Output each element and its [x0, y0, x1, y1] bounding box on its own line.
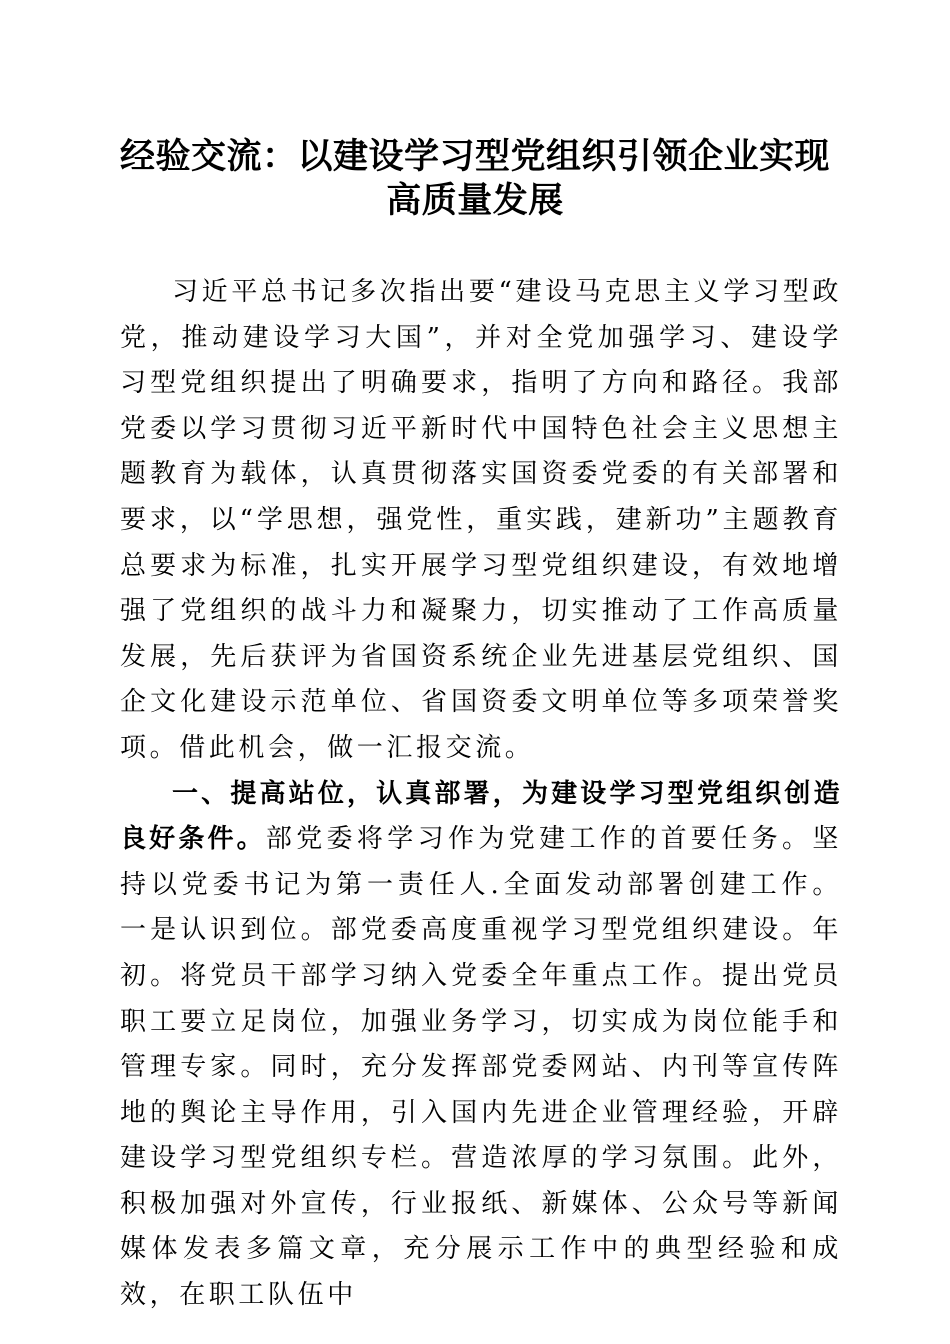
section-1-body: 部党委将学习作为党建工作的首要任务。坚持以党委书记为第一责任人.全面发动部署创建工作。一是认识到位。部党委高度重视学习型党组织建设。年初。将党员干部学习纳入党委全年重点工作。提出党员职工要立足岗位，加强业务学习，切实成为岗位能手和管理专家。同时，充分发挥部党委网站、内刊等宣传阵地的舆论主导作用，引入国内先进企业管理经验，开辟建设学习型党组织专栏。营造浓厚的学习氛围。此外，积极加强对外宣传，行业报纸、新媒体、公众号等新闻媒体发表多篇文章，充分展示工作中的典型经验和成效，在职工队伍中: [120, 824, 842, 1311]
document-title-line-1: 经验交流：以建设学习型党组织引领企业实现: [119, 136, 830, 177]
document-title-line-2: 高质量发展: [386, 180, 564, 221]
section-1-heading: 一、提高站位，认真部署，为建设学习型党组织创造良好条件。: [120, 778, 842, 855]
document-body: [120, 270, 842, 1319]
intro-paragraph: 习近平总书记多次指出要“建设马克思主义学习型政党，推动建设学习大国”，并对全党加强学习、建设学习型党组织提出了明确要求，指明了方向和路径。我部党委以学习贯彻习近平新时代中国特色社会主义思想主题教育为载体，认真贯彻落实国资委党委的有关部署和要求，以“学思想，强党性，重实践，建新功”主题教育总要求为标准，扎实开展学习型党组织建设，有效地增强了党组织的战斗力和凝聚力，切实推动了工作高质量发展，先后获评为省国资系统企业先进基层党组织、国企文化建设示范单位、省国资委文明单位等多项荣誉奖项。借此机会，做一汇报交流。: [120, 277, 842, 763]
document-title: [60, 135, 890, 223]
section-1-paragraph: [120, 772, 842, 1319]
